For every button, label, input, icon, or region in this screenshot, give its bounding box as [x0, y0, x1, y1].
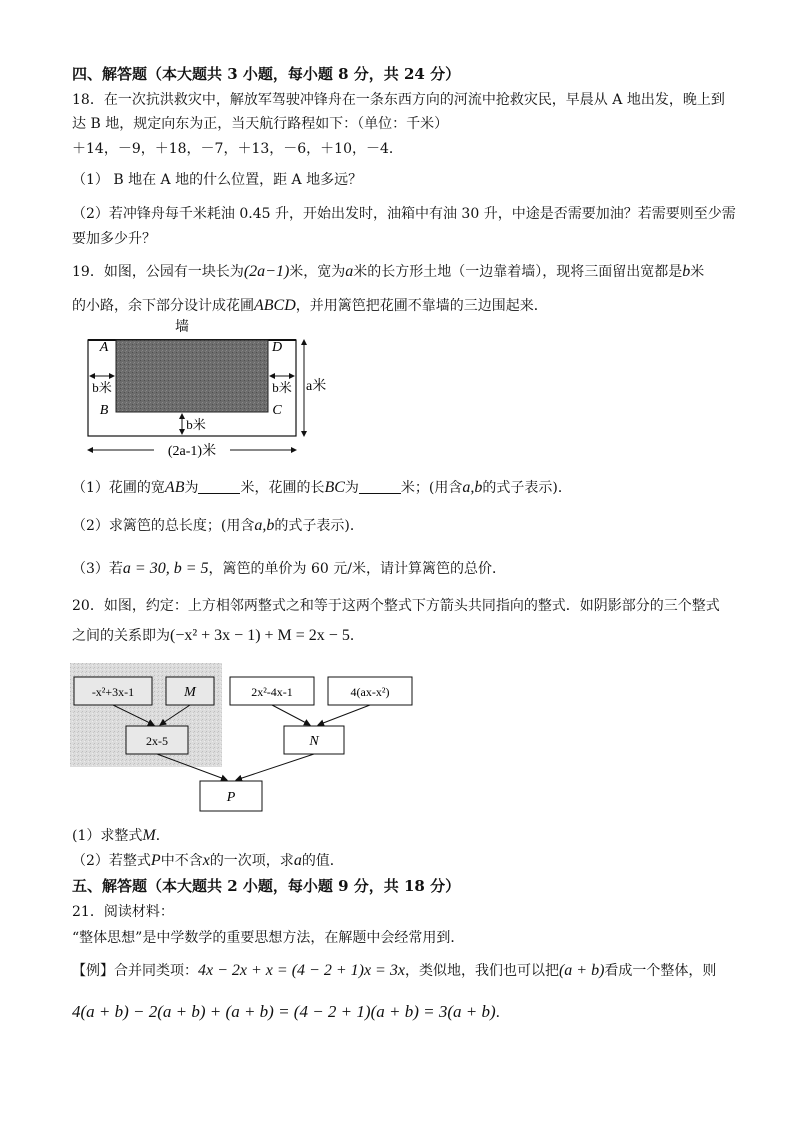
q20-text: 的值． — [301, 853, 344, 869]
q20-line-2 — [72, 626, 364, 646]
q21-text: ． — [495, 1005, 510, 1021]
section-5-heading: 五、解答题（本大题共 2 小题，每小题 9 分，共 18 分） — [72, 877, 461, 895]
point-C: C — [272, 403, 282, 418]
var-x: x — [202, 852, 210, 869]
point-B: B — [99, 403, 109, 418]
q18-part-2-line-1: （2）若冲锋舟每千米耗油 0.45 升，开始出发时，油箱中有油 30 升，中途是否需要加油？若需要则至少需 — [72, 206, 736, 222]
vars-ab: a,b — [254, 517, 275, 534]
right-b-label: b米 — [272, 380, 292, 395]
q21-example-expr: 4x − 2x + x = (4 − 2 + 1)x = 3x — [198, 962, 405, 979]
var-a: a — [293, 852, 302, 869]
var-p: P — [150, 852, 161, 869]
q20-text: （2）若整式 — [72, 853, 151, 869]
wall-label: 墙 — [175, 320, 189, 335]
q19-text: ，并用篱笆把花圃不靠墙的三边围起来． — [295, 298, 548, 314]
q19-text: 米；(用含 — [400, 480, 463, 496]
q19-text: （2）求篱笆的总长度；(用含 — [72, 518, 255, 534]
section-4-heading: 四、解答题（本大题共 3 小题，每小题 8 分，共 24 分） — [72, 65, 461, 83]
segment-bc: BC — [324, 479, 345, 496]
q18-route-values: ＋14，－9，＋18，－7，＋13，－6，＋10，－4． — [72, 141, 403, 157]
box-m-text: M — [184, 685, 196, 700]
arrow-to-p — [236, 754, 314, 780]
q19-text: 的小路，余下部分设计成花圃 — [72, 298, 254, 314]
box-p-text: P — [226, 790, 236, 805]
point-A: A — [99, 340, 109, 355]
q19-text: （3）若 — [72, 561, 123, 577]
left-b-label: b米 — [92, 380, 112, 395]
q20-relation-expr: (−x² + 3x − 1) + M = 2x − 5 — [170, 627, 350, 644]
arrow-to-n — [272, 705, 310, 725]
box-4-ax-x2-text: 4(ax-x²) — [350, 685, 390, 699]
box-neg-x2-3x-1-text: -x²+3x-1 — [91, 685, 135, 699]
var-m: M — [142, 827, 156, 844]
q19-line-2 — [72, 296, 548, 316]
q19-values: a = 30, b = 5 — [122, 560, 209, 577]
bottom-b-label: b米 — [186, 417, 206, 432]
point-D: D — [271, 340, 283, 355]
q18-part-2-line-2: 要加多少升？ — [72, 231, 156, 247]
arrow-to-n — [318, 705, 370, 725]
answer-blank-ab[interactable] — [198, 479, 240, 494]
q18-part-1: （1） B 地在 A 地的什么位置，距 A 地多远？ — [72, 172, 363, 188]
q19-line-1 — [72, 262, 704, 282]
q18-line-2: 达 B 地，规定向东为正，当天航行路程如下：（单位：千米） — [72, 116, 449, 132]
q19-text: 米，宽为 — [289, 264, 346, 280]
q20-text: (1）求整式 — [72, 828, 143, 844]
answer-blank-bc[interactable] — [359, 479, 401, 494]
q20-line-1: 20．如图，约定：上方相邻两整式之和等于这两个整式下方箭头共同指向的整式．如阴影部分的三个整式 — [72, 598, 720, 614]
q20-expression-tree-figure — [70, 663, 450, 815]
q19-text: 米的长方形土地（一边靠着墙），现将三面留出宽都是 — [353, 264, 683, 280]
q19-abcd: ABCD — [254, 297, 296, 314]
q21-line-2: “整体思想”是中学数学的重要思想方法，在解题中会经常用到． — [72, 930, 465, 946]
q21-whole-expr: (a + b) — [558, 962, 605, 979]
q19-text: 的式子表示)． — [482, 480, 572, 496]
box-2x-5-text: 2x-5 — [146, 734, 168, 748]
q21-text: 看成一个整体，则 — [604, 963, 717, 979]
q19-garden-figure — [82, 318, 327, 462]
q19-text: ，篱笆的单价为 60 元/米，请计算篱笆的总价． — [208, 561, 506, 577]
q20-part-1 — [72, 826, 170, 846]
garden-abcd — [116, 340, 268, 412]
width-label: (2a-1)米 — [167, 444, 217, 459]
q20-text: ． — [155, 828, 170, 844]
box-2x2-4x-1-text: 2x²-4x-1 — [251, 685, 293, 699]
q20-text: ． — [349, 628, 364, 644]
q20-text: 的一次项，求 — [209, 853, 294, 869]
q19-text: 19．如图，公园有一块长为 — [72, 264, 244, 280]
q21-text: 【例】合并同类项： — [72, 963, 198, 979]
q21-line-1: 21．阅读材料： — [72, 904, 174, 920]
q18-line-1: 18．在一次抗洪救灾中，解放军驾驶冲锋舟在一条东西方向的河流中抢救灾民，早晨从 A 地出发，晚上到 — [72, 92, 725, 108]
q19-text: （1）花圃的宽 — [72, 480, 165, 496]
box-n-text: N — [309, 734, 319, 749]
q19-part-2 — [72, 516, 364, 536]
q20-text: 之间的关系即为 — [72, 628, 170, 644]
q19-text: 为 — [184, 480, 199, 496]
q19-text: 米 — [690, 264, 705, 280]
q20-part-2 — [72, 851, 344, 871]
q19-text: 为 — [344, 480, 359, 496]
q19-text: 米，花圃的长 — [240, 480, 325, 496]
q21-result-expr: 4(a + b) − 2(a + b) + (a + b) = (4 − 2 + 1)(a + b) = 3(a + b) — [72, 1002, 496, 1021]
q19-var-a: a — [345, 263, 354, 280]
q19-var-b: b — [682, 263, 691, 280]
q19-length-expr: (2a−1) — [243, 263, 290, 280]
height-a-label: a米 — [306, 379, 327, 394]
segment-ab: AB — [164, 479, 185, 496]
q19-part-3 — [72, 559, 506, 579]
q19-part-1 — [72, 478, 572, 498]
q21-text: ，类似地，我们也可以把 — [404, 963, 559, 979]
q21-result-line — [72, 1002, 510, 1023]
q20-text: 中不含 — [160, 853, 203, 869]
q21-example-line — [72, 961, 716, 981]
q19-text: 的式子表示)． — [274, 518, 364, 534]
vars-ab: a,b — [462, 479, 483, 496]
